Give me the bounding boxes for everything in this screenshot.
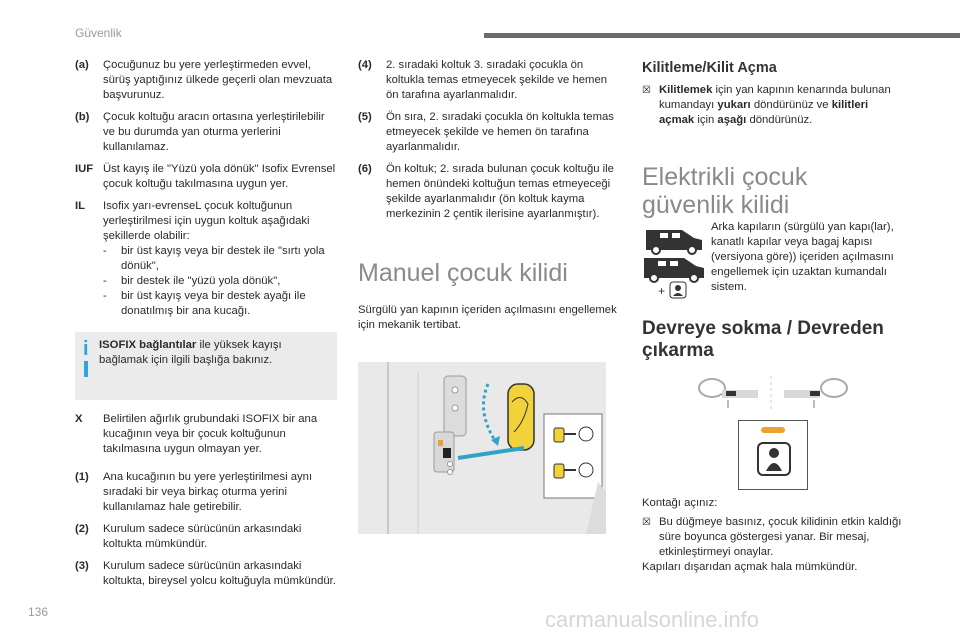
note-6 [358, 162, 620, 222]
il-dash-list [103, 244, 337, 319]
child-lock-icon [756, 441, 792, 477]
note-text: 2. sıradaki koltuk 3. sıradaki çocukla ön koltukla temas etmeyecek şekilde ve hemen ön tarafına ayarlanmalıdır. [386, 59, 608, 101]
manual-lock-illustration [358, 362, 606, 534]
dash-text: bir destek ile "yüzü yola dönük", [121, 275, 281, 287]
list-item: - bir destek ile "yüzü yola dönük", [103, 274, 337, 289]
electric-lock-title: Elektrikli çocuk güvenlik kilidi [642, 163, 808, 219]
def-key: (a) [75, 59, 89, 71]
electric-lock-text: Arka kapıların (sürgülü yan kapı(lar), kanatlı kapılar veya bagaj kapısı (versiyona göre)) içeriden açılmasını engellemek için uzaktan kumandalı sistem. [711, 221, 894, 293]
def-key: (b) [75, 111, 90, 123]
ignition-text: Kontağı açınız: [642, 497, 718, 509]
info-text: ile yüksek kayışı bağlamak için ilgili başlığa bakınız. [99, 339, 282, 366]
column-middle [358, 58, 620, 229]
info-bold: ISOFIX bağlantılar [99, 339, 197, 351]
indicator-lamp [761, 427, 785, 433]
def-key: X [75, 413, 83, 425]
info-box [75, 332, 337, 400]
def-a [75, 58, 337, 103]
lock-instruction [642, 83, 904, 128]
note-key: (3) [75, 560, 89, 572]
van-icons [642, 218, 706, 300]
def-x [75, 412, 337, 457]
info-icon: i [83, 338, 89, 360]
steering-wheel-icon [694, 372, 864, 412]
note-3 [75, 559, 337, 589]
header-bar [484, 33, 960, 38]
note-key: (2) [75, 523, 89, 535]
note-text: Ana kucağının bu yere yerleştirilmesi aynı sıradaki bir veya birkaç oturma yerini kullanılamaz hale getirebilir. [103, 471, 313, 513]
def-text: Isofix yarı-evrenseL çocuk koltuğunun yerleştirilmesi için uygun koltuk aşağıdaki şekillerde olabilir: [103, 200, 310, 242]
note-text: Ön koltuk; 2. sırada bulunan çocuk koltuğu ile hemen önündeki koltuğun temas etmeyeceği şekilde ayarlanmalıdır (ön koltuk kayma merkezinin 2 çentik ilerisine ayarlanmıştır). [386, 163, 614, 220]
def-text: Çocuğunuz bu yere yerleştirmeden evvel, sürüş yaptığınız ülkede geçerli olan mevzuata başvurunuz. [103, 59, 333, 101]
steering-diagram [694, 372, 864, 412]
van-icon [642, 218, 706, 300]
lock-instruction-text: Kilitlemek için yan kapının kenarında bulunan kumandayı yukarı döndürünüz ve kilitleri açmak için aşağı döndürünüz. [659, 84, 891, 126]
dash-text: bir üst kayış veya bir destek ile "sırtı yola dönük", [121, 245, 325, 272]
note-5 [358, 110, 620, 155]
section-header: Güvenlik [75, 26, 122, 40]
info-icon-bar [84, 361, 88, 377]
note-4 [358, 58, 620, 103]
dash-text: bir üst kayış veya bir destek ayağı ile donatılmış bir ana kucağı. [121, 290, 306, 317]
door-lock-diagram [358, 362, 606, 534]
svg-text:+: + [658, 284, 666, 298]
manual-lock-text: Sürgülü yan kapının içeriden açılmasını engellemek için mekanik tertibat. [358, 304, 617, 331]
bullet-marker: ☒ [642, 517, 651, 528]
def-key: IL [75, 200, 86, 212]
page-number: 136 [28, 605, 49, 619]
note-key: (4) [358, 59, 372, 71]
note-key: (1) [75, 471, 89, 483]
column-left-lower [75, 412, 337, 596]
def-il [75, 199, 337, 244]
list-item: - bir üst kayış veya bir destek ayağı ile donatılmış bir ana kucağı. [103, 289, 337, 319]
def-text: Üst kayış ile "Yüzü yola dönük" Isofix Evrensel çocuk koltuğu takılmasına uygun yer. [103, 163, 336, 190]
note-text: Kurulum sadece sürücünün arkasındaki koltukta mümkündür. [103, 523, 302, 550]
def-b [75, 110, 337, 155]
note-key: (5) [358, 111, 372, 123]
note-1 [75, 470, 337, 515]
manual-lock-title: Manuel çocuk kilidi [358, 259, 568, 287]
lock-unlock-title: Kilitleme/Kilit Açma [642, 60, 777, 76]
def-iuf [75, 162, 337, 192]
list-item: - bir üst kayış veya bir destek ile "sırtı yola dönük", [103, 244, 337, 274]
activate-title: Devreye sokma / Devreden çıkarma [642, 318, 884, 361]
press-instruction [642, 515, 904, 560]
note-key: (6) [358, 163, 372, 175]
def-text: Belirtilen ağırlık grubundaki ISOFIX bir ana kucağının veya bir çocuk koltuğunun takılmasına uygun olmayan yer. [103, 413, 318, 455]
note-2 [75, 522, 337, 552]
bullet-marker: ☒ [642, 85, 651, 96]
note-text: Ön sıra, 2. sıradaki çocukla ön koltukla temas etmeyecek şekilde ve hemen ön tarafına ayarlanmalıdır. [386, 111, 614, 153]
column-left [75, 58, 337, 319]
watermark: carmanualsonline.info [545, 607, 760, 632]
def-key: IUF [75, 163, 94, 175]
child-lock-button[interactable] [738, 420, 808, 490]
note-text: Kurulum sadece sürücünün arkasındaki koltukta, bireysel yolcu koltuğuyla mümkündür. [103, 560, 336, 587]
press-instruction-text: Bu düğmeye basınız, çocuk kilidinin etkin kaldığı süre boyunca göstergesi yanar. Bir mesaj, etkinleştirmeyi onaylar. [659, 516, 902, 558]
outside-open-text: Kapıları dışarıdan açmak hala mümkündür. [642, 561, 858, 573]
def-text: Çocuk koltuğu aracın ortasına yerleştirilebilir ve bu durumda yan oturma yerlerini kullanılamaz. [103, 111, 325, 153]
